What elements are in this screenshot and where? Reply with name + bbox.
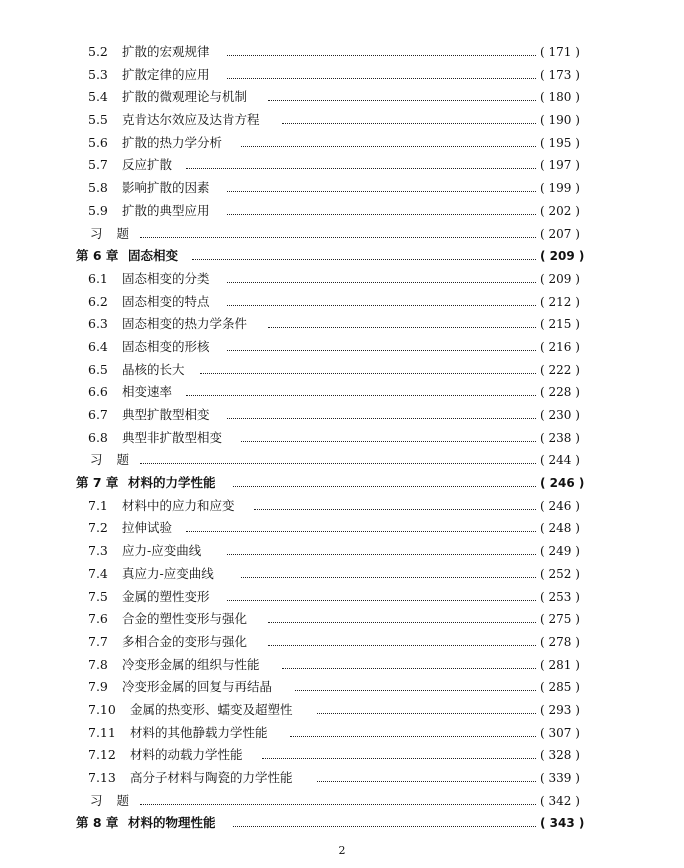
toc-section-row[interactable] [0,268,684,291]
toc-exercise-row[interactable] [0,223,684,246]
toc-section-title: 拉伸试验 [122,520,173,536]
toc-leader-dots [241,563,536,586]
toc-section-row[interactable] [0,654,684,677]
toc-leader-dots [254,495,536,518]
toc-section-title: 材料的动载力学性能 [130,747,243,763]
toc-section-number: 6.4 [88,338,108,354]
toc-leader-dots [140,790,536,813]
toc-section-row[interactable] [0,291,684,314]
toc-section-title: 反应扩散 [122,157,173,173]
toc-exercise-title: 习题 [90,792,144,808]
toc-section-title: 金属的塑性变形 [122,588,210,604]
toc-page-number: ( 212 ) [540,294,580,309]
toc-leader-dots [317,767,536,790]
toc-chapter-title: 固态相变 [128,248,179,264]
toc-leader-dots [295,676,536,699]
toc-section-row[interactable] [0,608,684,631]
toc-section-number: 5.8 [88,180,108,196]
toc-section-number: 6.7 [88,407,108,422]
toc-section-number: 5.9 [88,202,108,218]
toc-page-number: ( 222 ) [540,362,580,377]
toc-section-row[interactable] [0,200,684,223]
toc-section-row[interactable] [0,676,684,699]
toc-section-number: 7.4 [88,565,108,581]
toc-leader-dots [268,86,536,109]
toc-chapter-number: 第 8 章 [76,815,119,831]
toc-section-number: 7.12 [88,747,116,763]
toc-page-number: ( 253 ) [540,589,580,604]
toc-section-title: 影响扩散的因素 [122,180,210,196]
toc-page-number: ( 244 ) [540,453,580,468]
toc-section-title: 冷变形金属的组织与性能 [122,656,260,672]
toc-leader-dots [282,109,536,132]
toc-chapter-row[interactable] [0,812,684,835]
toc-page-number: ( 278 ) [540,634,580,649]
toc-page-number: ( 202 ) [540,203,580,218]
toc-page-number: ( 342 ) [540,793,580,808]
toc-section-title: 相变速率 [122,384,173,400]
toc-section-number: 7.13 [88,770,116,785]
toc-section-row[interactable] [0,336,684,359]
toc-section-row[interactable] [0,177,684,200]
toc-section-row[interactable] [0,64,684,87]
toc-page-number: ( 246 ) [540,498,580,513]
toc-page-number: ( 275 ) [540,612,580,627]
toc-leader-dots [227,41,536,64]
toc-section-title: 冷变形金属的回复与再结晶 [122,679,273,695]
toc-leader-dots [227,268,536,291]
toc-page-number: ( 339 ) [540,771,580,785]
toc-section-number: 6.6 [88,384,108,400]
toc-page-number: ( 197 ) [540,158,580,173]
toc-section-title: 扩散的热力学分析 [122,134,223,150]
toc-chapter-number: 第 6 章 [76,248,119,264]
toc-page-number: ( 215 ) [540,317,580,332]
toc-section-row[interactable] [0,563,684,586]
toc-section-row[interactable] [0,132,684,155]
toc-section-number: 6.8 [88,429,108,445]
toc-section-title: 克肯达尔效应及达肯方程 [122,112,260,128]
toc-section-number: 6.3 [88,316,108,332]
toc-leader-dots [227,64,536,87]
toc-section-title: 固态相变的分类 [122,270,210,286]
toc-leader-dots [186,381,536,404]
toc-chapter-title: 材料的物理性能 [128,815,216,831]
page-number: 2 [338,844,346,857]
toc-leader-dots [227,291,536,314]
toc-page-number: ( 209 ) [540,249,585,264]
toc-section-title: 扩散的微观理论与机制 [122,89,248,105]
toc-leader-dots [241,132,536,155]
toc-section-title: 固态相变的特点 [122,293,210,309]
toc-section-number: 5.2 [88,44,108,59]
toc-section-title: 合金的塑性变形与强化 [122,611,248,627]
toc-section-row[interactable] [0,109,684,132]
toc-section-row[interactable] [0,722,684,745]
toc-section-title: 应力-应变曲线 [122,543,202,559]
toc-chapter-number: 第 7 章 [76,475,119,491]
toc-section-row[interactable] [0,41,684,64]
toc-page-number: ( 246 ) [540,476,585,491]
toc-page-number: ( 207 ) [540,226,580,241]
toc-section-title: 高分子材料与陶瓷的力学性能 [130,770,293,785]
toc-leader-dots [233,472,536,495]
toc-page-number: ( 195 ) [540,135,580,150]
toc-section-number: 5.6 [88,134,108,150]
toc-section-row[interactable] [0,359,684,382]
toc-section-number: 6.2 [88,293,108,309]
toc-page-number: ( 238 ) [540,430,580,445]
toc-section-title: 扩散的宏观规律 [122,44,210,59]
toc-section-title: 材料的其他静载力学性能 [130,724,268,740]
toc-section-row[interactable] [0,495,684,518]
toc-section-number: 5.7 [88,157,108,173]
toc-leader-dots [140,449,536,472]
toc-chapter-title: 材料的力学性能 [128,475,216,491]
toc-section-number: 7.5 [88,588,108,604]
toc-leader-dots [227,586,536,609]
toc-leader-dots [233,812,536,835]
toc-section-row[interactable] [0,154,684,177]
toc-section-title: 材料中的应力和应变 [122,497,235,513]
toc-section-title: 固态相变的热力学条件 [122,316,248,332]
toc-page-number: ( 230 ) [540,408,580,422]
toc-leader-dots [200,359,536,382]
table-of-contents [0,41,684,835]
toc-page-number: ( 180 ) [540,90,580,105]
toc-leader-dots [290,722,536,745]
toc-section-row[interactable] [0,86,684,109]
toc-section-row[interactable] [0,517,684,540]
toc-leader-dots [227,336,536,359]
toc-section-row[interactable] [0,313,684,336]
toc-page-number: ( 173 ) [540,67,580,82]
toc-section-number: 7.6 [88,611,108,627]
toc-page-number: ( 343 ) [540,816,585,831]
toc-section-title: 金属的热变形、蠕变及超塑性 [130,701,293,717]
toc-page-number: ( 209 ) [540,271,580,286]
toc-leader-dots [186,517,536,540]
toc-section-number: 7.2 [88,520,108,536]
toc-section-row[interactable] [0,427,684,450]
toc-section-number: 7.10 [88,701,116,717]
toc-chapter-row[interactable] [0,245,684,268]
toc-section-title: 固态相变的形核 [122,338,210,354]
toc-section-number: 6.1 [88,270,108,286]
toc-section-title: 典型非扩散型相变 [122,429,223,445]
toc-page-number: ( 252 ) [540,566,580,581]
toc-page-number: ( 285 ) [540,680,580,695]
toc-page-number: ( 190 ) [540,113,580,128]
toc-leader-dots [268,608,536,631]
toc-section-number: 5.3 [88,66,108,82]
toc-leader-dots [317,699,536,722]
toc-leader-dots [227,540,536,563]
toc-leader-dots [282,654,536,677]
toc-page-number: ( 171 ) [540,45,580,59]
toc-page-number: ( 293 ) [540,702,580,717]
toc-section-title: 扩散的典型应用 [122,202,210,218]
toc-section-row[interactable] [0,631,684,654]
toc-section-number: 7.7 [88,633,108,649]
toc-exercise-title: 习题 [90,452,144,468]
toc-page-number: ( 248 ) [540,521,580,536]
toc-section-number: 7.11 [88,724,116,740]
toc-leader-dots [227,200,536,223]
toc-page-number: ( 228 ) [540,385,580,400]
toc-leader-dots [192,245,536,268]
toc-leader-dots [268,313,536,336]
toc-page-number: ( 307 ) [540,725,580,740]
toc-leader-dots [140,223,536,246]
toc-section-number: 7.1 [88,497,108,513]
toc-section-number: 7.8 [88,656,108,672]
toc-section-number: 7.9 [88,679,108,695]
toc-page-number: ( 328 ) [540,748,580,763]
toc-leader-dots [227,404,536,427]
toc-section-number: 7.3 [88,543,108,559]
toc-leader-dots [268,631,536,654]
toc-page-number: ( 216 ) [540,339,580,354]
toc-section-title: 典型扩散型相变 [122,407,210,422]
toc-section-number: 5.5 [88,112,108,128]
toc-exercise-title: 习题 [90,225,144,241]
toc-exercise-row[interactable] [0,790,684,813]
toc-section-title: 晶核的长大 [122,361,185,377]
toc-section-row[interactable] [0,404,684,427]
toc-section-title: 扩散定律的应用 [122,66,210,82]
toc-chapter-row[interactable] [0,472,684,495]
toc-section-row[interactable] [0,540,684,563]
toc-section-row[interactable] [0,586,684,609]
toc-section-number: 6.5 [88,361,108,377]
toc-section-row[interactable] [0,381,684,404]
toc-section-row[interactable] [0,744,684,767]
toc-exercise-row[interactable] [0,449,684,472]
toc-page-number: ( 249 ) [540,544,580,559]
toc-section-row[interactable] [0,699,684,722]
toc-page-number: ( 281 ) [540,657,580,672]
toc-leader-dots [186,154,536,177]
toc-section-title: 真应力-应变曲线 [122,565,214,581]
toc-section-row[interactable] [0,767,684,790]
toc-section-number: 5.4 [88,89,108,105]
toc-leader-dots [241,427,536,450]
toc-leader-dots [227,177,536,200]
toc-leader-dots [262,744,536,767]
toc-page-number: ( 199 ) [540,181,580,196]
toc-section-title: 多相合金的变形与强化 [122,633,248,649]
